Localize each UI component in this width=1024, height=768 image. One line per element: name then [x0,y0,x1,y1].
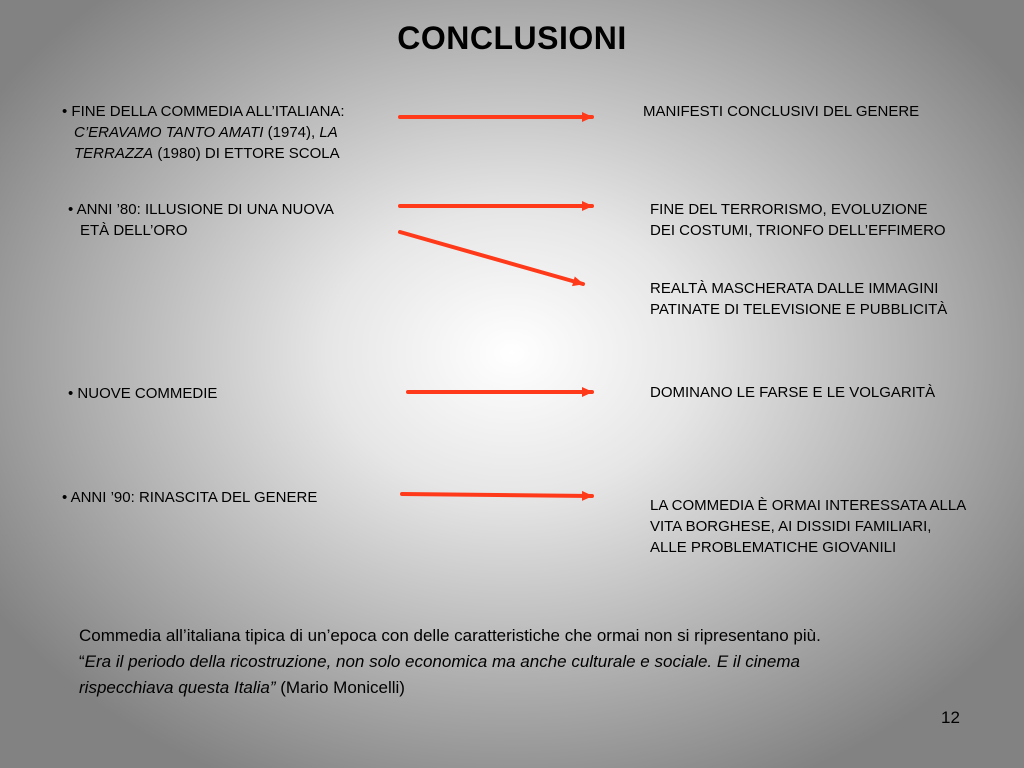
left-item-4-line-1: • ANNI ’90: RINASCITA DEL GENERE [62,489,318,506]
closing-note [79,623,821,701]
red-arrow-icon [400,232,583,284]
monicelli-quote-part-2: rispecchiava questa Italia” [79,678,276,697]
closing-note-line-2 [79,649,821,675]
right-item-4-line-1: DOMINANO LE FARSE E LE VOLGARITÀ [650,384,936,401]
right-item-5-line-2: VITA BORGHESE, AI DISSIDI FAMILIARI, [650,518,932,535]
left-item-3-line-1: • NUOVE COMMEDIE [68,385,218,402]
monicelli-quote-part-1: Era il periodo della ricostruzione, non solo economica ma anche culturale e sociale. E il cinema [84,652,800,671]
right-item-2-line-1: FINE DEL TERRORISMO, EVOLUZIONE [650,201,928,218]
left-item-1-line-1: • FINE DELLA COMMEDIA ALL’ITALIANA: [62,103,345,120]
closing-note-line-1: Commedia all’italiana tipica di un’epoca con delle caratteristiche che ormai non si ripresentano più. [79,626,821,645]
right-item-5-line-1: LA COMMEDIA È ORMAI INTERESSATA ALLA [650,497,967,514]
left-item-1-year-1: (1974), [263,124,320,141]
right-item-1-line-1: MANIFESTI CONCLUSIVI DEL GENERE [643,103,920,120]
right-item-3-line-2: PATINATE DI TELEVISIONE E PUBBLICITÀ [650,301,948,318]
right-item-5-line-3: ALLE PROBLEMATICHE GIOVANILI [650,539,897,556]
right-item-2-line-2: DEI COSTUMI, TRIONFO DELL’EFFIMERO [650,222,946,239]
right-item-3-line-1: REALTÀ MASCHERATA DALLE IMMAGINI [650,280,939,297]
closing-note-line-3 [79,675,821,701]
film-title-ceravamo: C’ERAVAMO TANTO AMATI [74,124,264,141]
quote-attribution: (Mario Monicelli) [275,678,405,697]
page-number: 12 [941,708,960,727]
red-arrow-icon [402,494,592,496]
open-quote: “ [79,652,85,671]
film-title-la: LA [319,124,338,141]
slide-title: CONCLUSIONI [397,20,627,56]
left-item-2-line-2: ETÀ DELL’ORO [80,222,188,239]
film-title-terrazza: TERRAZZA [74,145,154,162]
left-item-1-director: (1980) DI ETTORE SCOLA [153,145,340,162]
left-item-2-line-1: • ANNI ’80: ILLUSIONE DI UNA NUOVA [68,201,334,218]
